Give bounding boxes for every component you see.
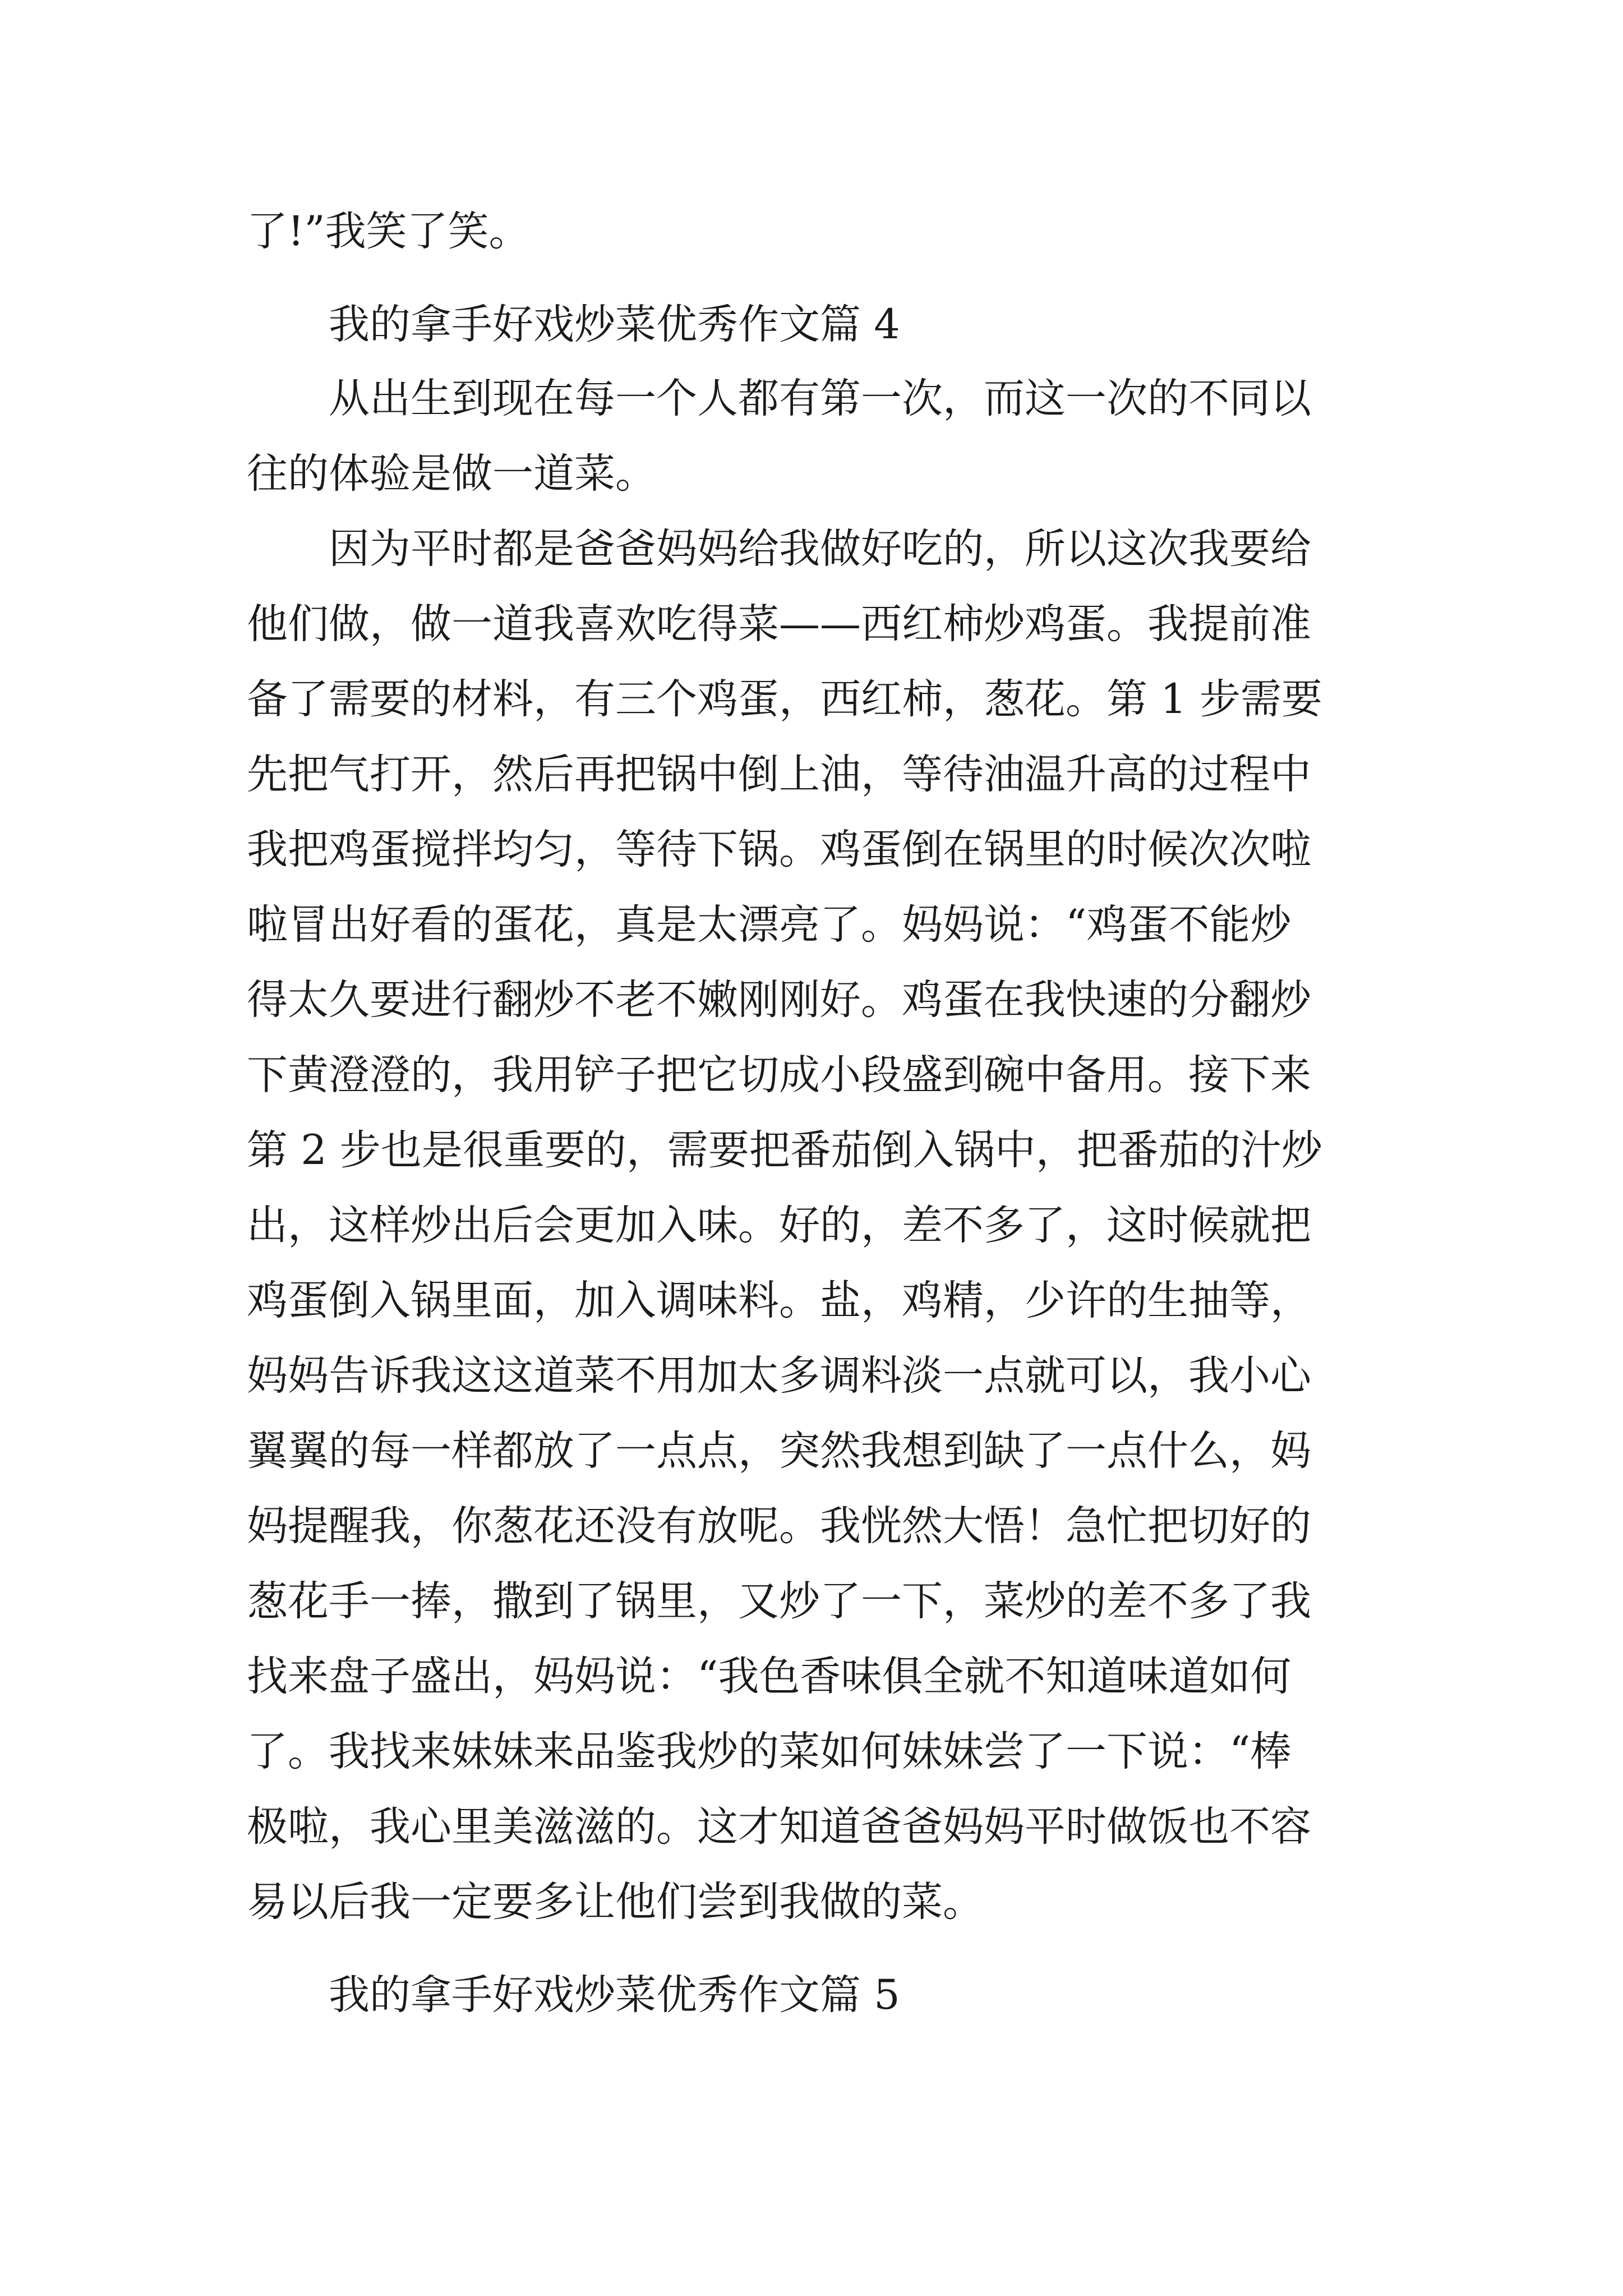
text-line: 下黄澄澄的，我用铲子把它切成小段盛到碗中备用。接下来 [247, 1051, 1311, 1099]
text-line: 易以后我一定要多让他们尝到我做的菜。 [247, 1878, 984, 1926]
text-line: 从出生到现在每一个人都有第一次，而这一次的不同以 [329, 375, 1311, 422]
text-line: 极啦，我心里美滋滋的。这才知道爸爸妈妈平时做饭也不容 [247, 1803, 1311, 1851]
text-line: 得太久要进行翻炒不老不嫩刚刚好。鸡蛋在我快速的分翻炒 [247, 976, 1311, 1024]
text-line: 翼翼的每一样都放了一点点，突然我想到缺了一点什么，妈 [247, 1427, 1311, 1475]
text-line: 妈妈告诉我这这道菜不用加太多调料淡一点就可以，我小心 [247, 1352, 1311, 1400]
text-line: 第 2 步也是很重要的，需要把番茄倒入锅中，把番茄的汁炒 [247, 1126, 1322, 1174]
text-line: 找来盘子盛出，妈妈说：“我色香味俱全就不知道味道如何 [247, 1653, 1292, 1700]
text-line: 出，这样炒出后会更加入味。好的，差不多了，这时候就把 [247, 1202, 1311, 1249]
text-line: 了。我找来妹妹来品鉴我炒的菜如何妹妹尝了一下说：“棒 [247, 1728, 1292, 1775]
text-line: 先把气打开，然后再把锅中倒上油，等待油温升高的过程中 [247, 751, 1311, 798]
text-line: 备了需要的材料，有三个鸡蛋，西红柿，葱花。第 1 步需要 [247, 675, 1322, 723]
text-line: 他们做，做一道我喜欢吃得菜——西红柿炒鸡蛋。我提前准 [247, 600, 1311, 648]
text-line: 了!”我笑了笑。 [247, 208, 530, 255]
section-heading: 我的拿手好戏炒菜优秀作文篇 4 [329, 301, 900, 348]
text-line: 妈提醒我，你葱花还没有放呢。我恍然大悟！急忙把切好的 [247, 1502, 1311, 1550]
text-line: 鸡蛋倒入锅里面，加入调味料。盐，鸡精，少许的生抽等， [247, 1277, 1311, 1324]
section-heading: 我的拿手好戏炒菜优秀作文篇 5 [329, 1971, 900, 2019]
text-line: 我把鸡蛋搅拌均匀，等待下锅。鸡蛋倒在锅里的时候次次啦 [247, 826, 1311, 873]
text-line: 往的体验是做一道菜。 [247, 450, 656, 498]
text-line: 葱花手一捧，撒到了锅里，又炒了一下，菜炒的差不多了我 [247, 1577, 1311, 1625]
text-line: 啦冒出好看的蛋花，真是太漂亮了。妈妈说：“鸡蛋不能炒 [247, 901, 1292, 949]
text-line: 因为平时都是爸爸妈妈给我做好吃的，所以这次我要给 [329, 525, 1311, 573]
